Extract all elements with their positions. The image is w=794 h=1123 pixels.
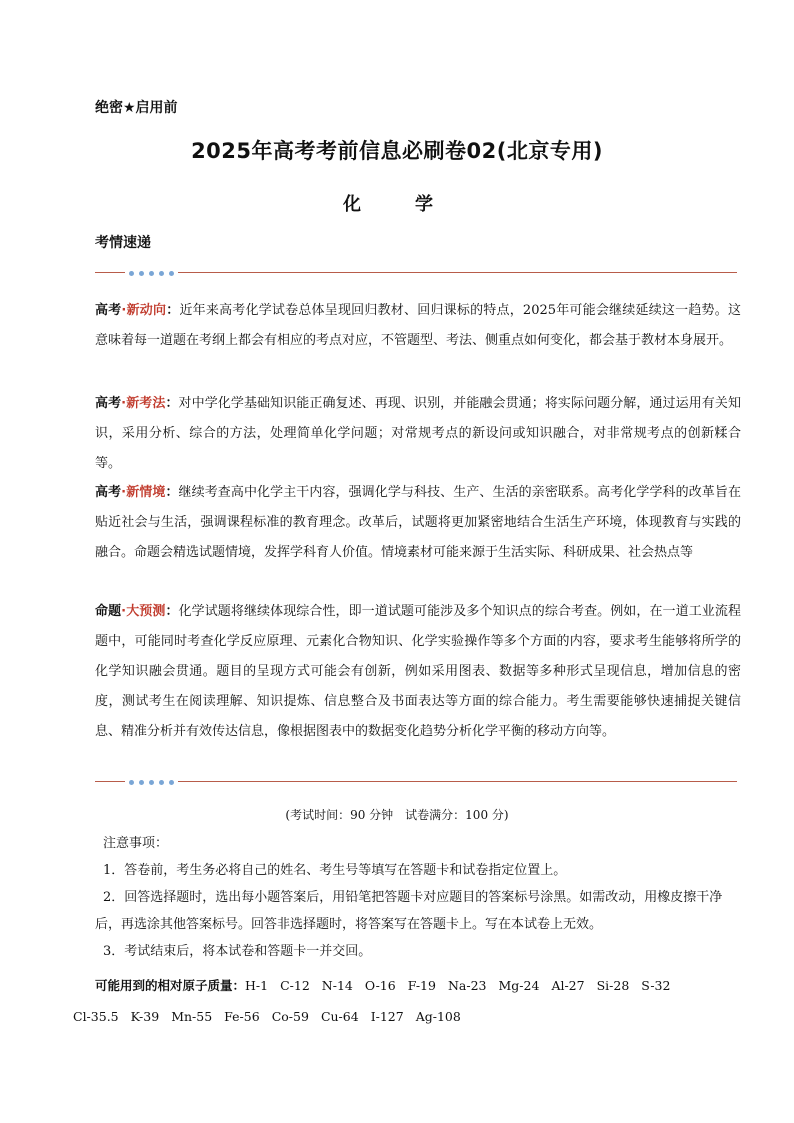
divider-top xyxy=(95,268,737,278)
element-mass: H-1 xyxy=(245,978,269,993)
paragraph-text: 继续考查高中化学主干内容，强调化学与科技、生产、生活的亲密联系。高考化学学科的改革旨在贴近社会与生活，强调课程标准的教育理念。改革后，试题将更加紧密地结合生活生产环境，体现教育与实践的融合。命题会精选试题情境，发挥学科育人价值。情境素材可能来源于生活实际、科研成果、社会热点等 xyxy=(95,485,741,560)
element-mass: Ag-108 xyxy=(415,1009,461,1024)
dot-icon xyxy=(129,780,134,785)
exam-notes xyxy=(95,830,741,965)
dot-icon xyxy=(129,271,134,276)
subject-title xyxy=(0,190,794,216)
element-mass: K-39 xyxy=(130,1009,160,1024)
dot-icon xyxy=(139,780,144,785)
element-mass: S-32 xyxy=(641,978,671,993)
element-mass: N-14 xyxy=(321,978,353,993)
dot-icon xyxy=(159,780,164,785)
notes-item: 3．考试结束后，将本试卷和答题卡一并交回。 xyxy=(103,944,372,959)
dot-icon xyxy=(149,780,154,785)
element-mass: Cl-35.5 xyxy=(73,1009,119,1024)
atomic-masses-label: 可能用到的相对原子质量： xyxy=(95,978,246,993)
exam-time-info: (考试时间：90 分钟 试卷满分：100 分) xyxy=(285,808,509,822)
divider-dots xyxy=(125,777,178,787)
element-mass: Mg-24 xyxy=(498,978,540,993)
paragraph-context xyxy=(95,478,741,568)
element-mass: F-19 xyxy=(407,978,436,993)
dot-icon xyxy=(139,271,144,276)
paragraph-text: 对中学化学基础知识能正确复述、再现、识别，并能融会贯通；将实际问题分解，通过运用有关知识，采用分析、综合的方法，处理简单化学问题；对常规考点的新设问或知识融合，对非常规考点的创新糅合等。 xyxy=(95,396,741,471)
element-mass: I-127 xyxy=(370,1009,404,1024)
paragraph-label: 命题·大预测： xyxy=(95,604,179,619)
dot-icon xyxy=(149,271,154,276)
dot-icon xyxy=(169,780,174,785)
element-mass: Si-28 xyxy=(596,978,630,993)
notes-heading: 注意事项： xyxy=(103,836,169,851)
paragraph-label: 高考·新情境： xyxy=(95,485,179,500)
confidential-mark: 绝密★启用前 xyxy=(95,100,178,116)
paragraph-label: 高考·新考法： xyxy=(95,396,179,411)
element-mass: Cu-64 xyxy=(320,1009,359,1024)
dot-icon xyxy=(169,271,174,276)
element-mass: C-12 xyxy=(280,978,310,993)
paragraph-text: 化学试题将继续体现综合性，即一道试题可能涉及多个知识点的综合考查。例如，在一道工业流程题中，可能同时考查化学反应原理、元素化合物知识、化学实验操作等多个方面的内容，要求考生能够将所学的化学知识融会贯通。题目的呈现方式可能会有创新，例如采用图表、数据等多种形式呈现信息，增加信息的密度，测试考生在阅读理解、知识提炼、信息整合及书面表达等方面的综合能力。考生需要能够快速捕捉关键信息、精准分析并有效传达信息，像根据图表中的数据变化趋势分析化学平衡的移动方向等。 xyxy=(95,604,741,739)
atomic-masses xyxy=(73,970,745,1032)
subject-label: 化 学 xyxy=(343,194,451,215)
element-mass: Na-23 xyxy=(447,978,487,993)
element-mass: Co-59 xyxy=(271,1009,309,1024)
paragraph-label: 高考·新动向： xyxy=(95,303,180,318)
element-mass: O-16 xyxy=(364,978,396,993)
divider-line xyxy=(95,272,737,273)
element-mass: Fe-56 xyxy=(224,1009,260,1024)
notes-item: 1．答卷前，考生务必将自己的姓名、考生号等填写在答题卡和试卷指定位置上。 xyxy=(103,863,567,878)
paragraph-method xyxy=(95,389,741,479)
element-mass: Mn-55 xyxy=(171,1009,213,1024)
divider-bottom xyxy=(95,777,737,787)
element-mass: Al-27 xyxy=(551,978,585,993)
atomic-masses-row xyxy=(73,1001,745,1032)
paragraph-prediction xyxy=(95,597,741,747)
page-title: 2025年高考考前信息必刷卷02(北京专用) xyxy=(191,139,603,163)
section-title: 考情速递 xyxy=(95,235,151,251)
atomic-masses-row xyxy=(95,970,745,1001)
divider-dots xyxy=(125,268,178,278)
dot-icon xyxy=(159,271,164,276)
paragraph-text: 近年来高考化学试卷总体呈现回归教材、回归课标的特点，2025年可能会继续延续这一趋势。这意味着每一道题在考纲上都会有相应的考点对应，不管题型、考法、侧重点如何变化，都会基于教材本身展开。 xyxy=(95,303,741,348)
notes-item: 2．回答选择题时，选出每小题答案后，用铅笔把答题卡对应题目的答案标号涂黑。如需改动，用橡皮擦干净后，再选涂其他答案标号。回答非选择题时，将答案写在答题卡上。写在本试卷上无效。 xyxy=(95,890,723,932)
paragraph-trend xyxy=(95,296,741,356)
divider-line xyxy=(95,781,737,782)
